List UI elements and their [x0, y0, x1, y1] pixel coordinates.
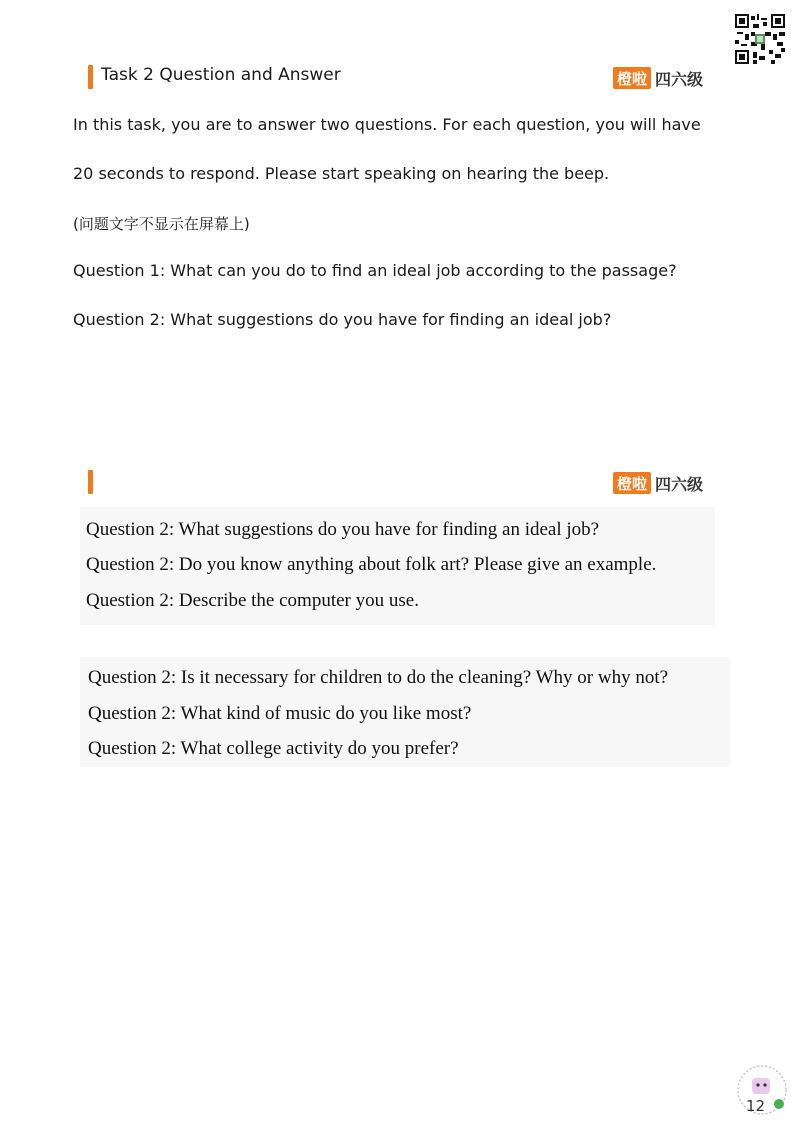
section-marker: [88, 470, 93, 494]
instructions-line-2: 20 seconds to respond. Please start speaking on hearing the beep.: [73, 164, 610, 183]
list-item: Question 2: What suggestions do you have for finding an ideal job?: [86, 519, 600, 540]
question-1: Question 1: What can you do to find an ideal job according to the passage?: [73, 261, 677, 280]
qr-code-icon: [735, 14, 785, 64]
brand-logo-text: 四六级: [655, 69, 704, 89]
section-title: Task 2 Question and Answer: [101, 65, 341, 85]
question-box-2: [80, 657, 730, 767]
page-number: 12: [746, 1097, 766, 1115]
section-marker: [88, 65, 93, 89]
screen-note: (问题文字不显示在屏幕上): [73, 215, 250, 233]
list-item: Question 2: Is it necessary for children to do the cleaning? Why or why not?: [88, 667, 669, 688]
list-item: Question 2: Do you know anything about folk art? Please give an example.: [86, 554, 657, 575]
brand-logo: [613, 67, 703, 89]
question-2: Question 2: What suggestions do you have for finding an ideal job?: [73, 310, 612, 329]
question-box-1: [80, 507, 715, 625]
brand-logo-orange: 橙啦: [613, 472, 651, 494]
list-item: Question 2: What college activity do you prefer?: [88, 738, 459, 759]
brand-logo-orange: 橙啦: [613, 67, 651, 89]
list-item: Question 2: What kind of music do you like most?: [88, 703, 472, 724]
brand-logo: [613, 472, 703, 494]
instructions-line-1: In this task, you are to answer two questions. For each question, you will have: [73, 115, 701, 134]
brand-logo-text: 四六级: [655, 474, 704, 494]
list-item: Question 2: Describe the computer you use.: [86, 590, 419, 611]
